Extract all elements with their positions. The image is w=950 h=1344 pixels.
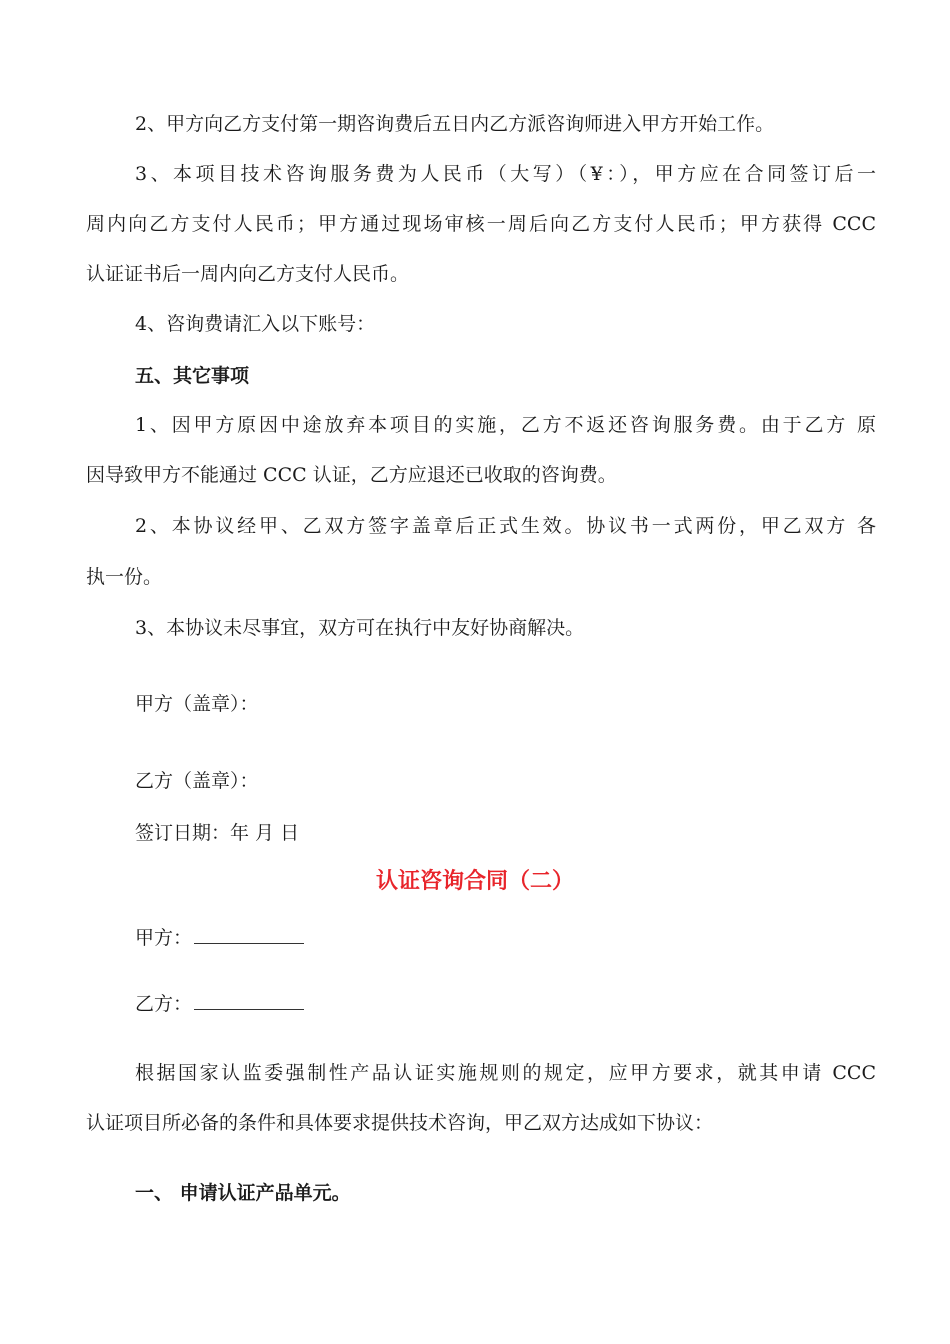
contract-2-party-a-label: 甲方： (135, 927, 193, 949)
party-a-seal: 甲方（盖章）： (135, 693, 259, 715)
intro-line-2: 认证项目所必备的条件和具体要求提供技术咨询，甲乙双方达成如下协议： (86, 1112, 714, 1134)
intro-line-1: 根据国家认监委强制性产品认证实施规则的规定，应甲方要求，就其申请 CCC (135, 1062, 876, 1084)
party-b-seal: 乙方（盖章）： (135, 770, 259, 792)
contract-2-party-b-label: 乙方： (135, 993, 193, 1015)
party-b-blank-line (194, 991, 304, 1010)
party-a-blank-line (194, 925, 304, 944)
section-5-item-1-line-1: 1、因甲方原因中途放弃本项目的实施，乙方不返还咨询服务费。由于乙方 原 (135, 414, 876, 436)
paragraph-2: 2、甲方向乙方支付第一期咨询费后五日内乙方派咨询师进入甲方开始工作。 (135, 113, 775, 135)
section-5-heading: 五、其它事项 (135, 365, 250, 387)
sign-date: 签订日期：年 月 日 (135, 822, 300, 844)
section-5-item-2-line-2: 执一份。 (86, 566, 163, 588)
contract-2-title: 认证咨询合同（二） (375, 869, 574, 894)
contract-2-party-a-row (135, 925, 876, 950)
paragraph-3-line-1: 3、本项目技术咨询服务费为人民币（大写）（¥：），甲方应在合同签订后一 (135, 163, 876, 185)
section-5-item-3: 3、本协议未尽事宜，双方可在执行中友好协商解决。 (135, 617, 585, 639)
paragraph-3-line-3: 认证证书后一周内向乙方支付人民币。 (86, 263, 410, 285)
section-5-item-1-line-2: 因导致甲方不能通过 CCC 认证，乙方应退还已收取的咨询费。 (86, 464, 617, 486)
section-1-heading: 一、 申请认证产品单元。 (135, 1182, 351, 1204)
paragraph-3-line-2: 周内向乙方支付人民币；甲方通过现场审核一周后向乙方支付人民币；甲方获得 CCC (86, 213, 876, 235)
section-5-item-2-line-1: 2、本协议经甲、乙双方签字盖章后正式生效。协议书一式两份，甲乙双方 各 (135, 515, 876, 537)
paragraph-4: 4、咨询费请汇入以下账号： (135, 313, 376, 335)
contract-2-party-b-row (135, 991, 876, 1016)
